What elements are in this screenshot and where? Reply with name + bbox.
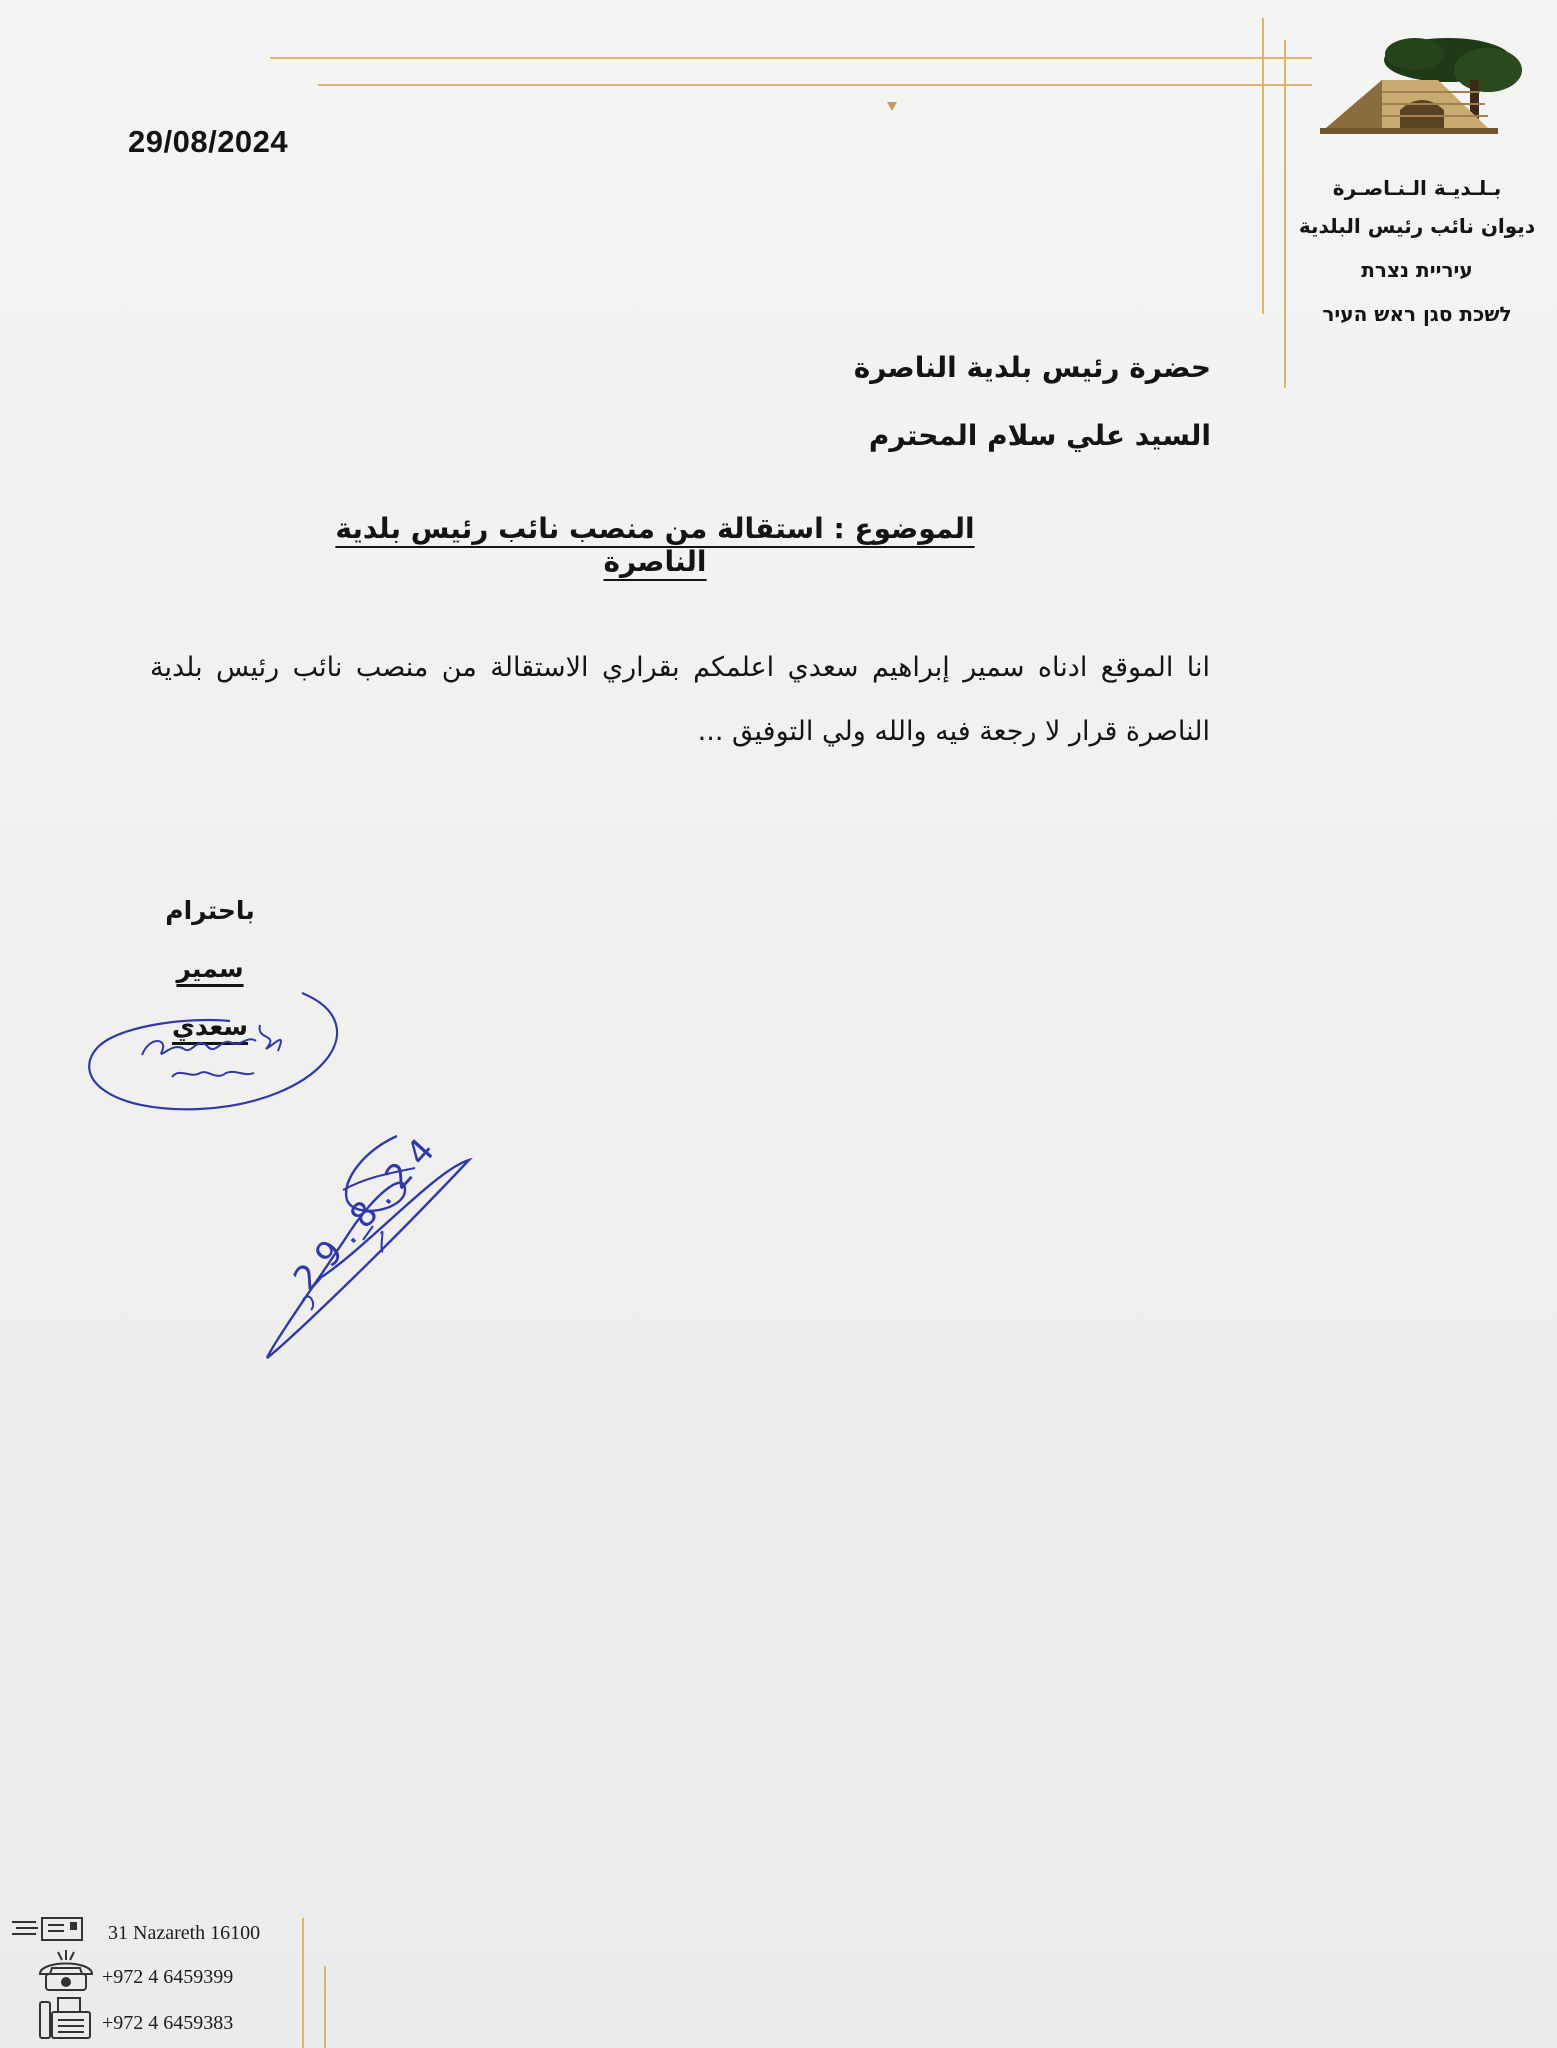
addressee-line-2: السيد علي سلام المحترم [868, 419, 1211, 452]
handwritten-date: 29.8.24 [286, 1123, 450, 1299]
municipality-logo-icon [1320, 28, 1530, 146]
header-rule-top [270, 57, 1312, 59]
subject-text: الموضوع : استقالة من منصب نائب رئيس بلدية الناصرة [335, 512, 975, 578]
letter-date: 29/08/2024 [128, 124, 289, 159]
addressee-line-1: حضرة رئيس بلدية الناصرة [853, 351, 1211, 384]
footer-phone: +972 4 6459399 [102, 1966, 234, 1988]
footer-fax: +972 4 6459383 [102, 2012, 234, 2034]
subject-line [300, 512, 1010, 578]
signature-ellipse [80, 985, 370, 1115]
letterhead-arabic-municipality: بـلـديـة الـنـاصـرة [1332, 176, 1502, 200]
letterhead-arabic-office: ديوان نائب رئيس البلدية [1298, 214, 1536, 238]
handwritten-signature [255, 1130, 485, 1390]
letterhead-hebrew-municipality: עיריית נצרת [1361, 258, 1473, 282]
signer-name-text: سمير سعدي [171, 954, 249, 1041]
footer-address: 31 Nazareth 16100 [108, 1922, 261, 1944]
header-rule-bottom [318, 84, 1312, 86]
footer-rule-right [324, 1966, 326, 2048]
header-rule-vertical-right [1284, 40, 1286, 388]
fax-icon [38, 1996, 92, 2042]
closing-salutation: باحترام [165, 896, 255, 925]
letterhead-text [1297, 176, 1537, 326]
letter-body: انا الموقع ادناه سمير إبراهيم سعدي اعلمكم بقراري الاستقالة من منصب نائب رئيس بلدية الناصرة قرار لا رجعة فيه والله ولي التوفيق ... [150, 652, 1210, 747]
header-rule-notch [887, 102, 897, 111]
footer-rule-left [302, 1918, 304, 2048]
letterhead-hebrew-office: לשכת סגן ראש העיר [1322, 302, 1512, 326]
addressee-block [854, 334, 1211, 470]
mail-icon [12, 1916, 84, 1944]
header-rule-vertical-left [1262, 18, 1264, 314]
phone-icon [36, 1950, 96, 1992]
